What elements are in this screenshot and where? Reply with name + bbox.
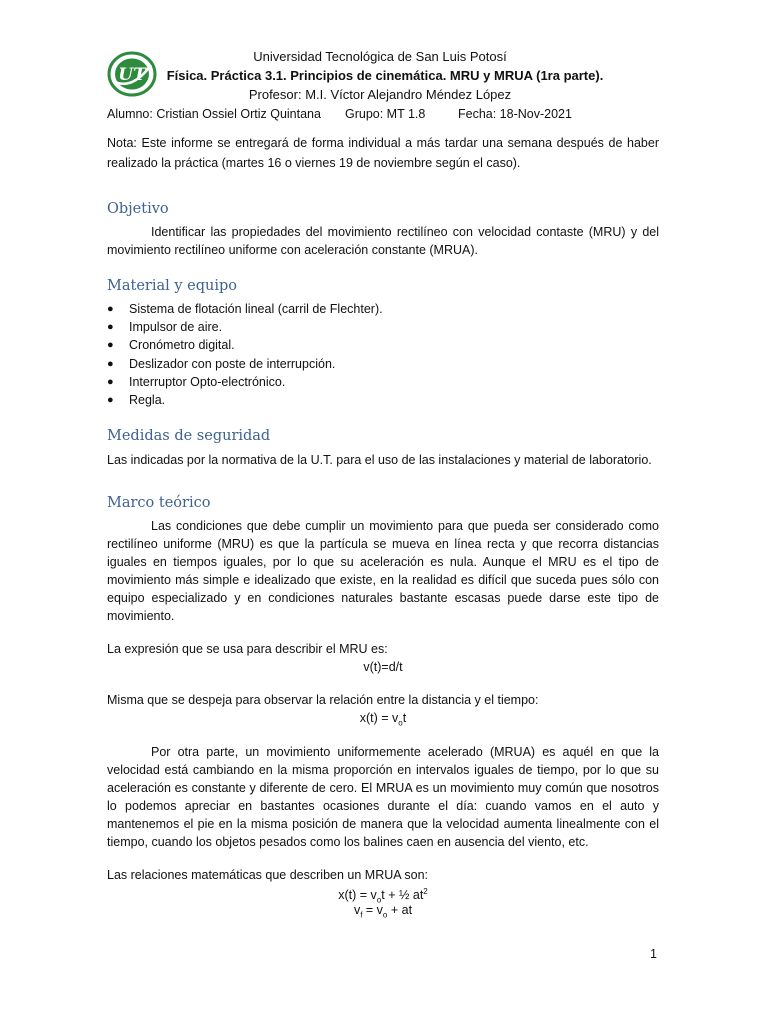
formula-velocity: v(t)=d/t	[363, 660, 403, 674]
list-item: ● Sistema de flotación lineal (carril de Flechter).	[107, 302, 383, 316]
document-title: Física. Práctica 3.1. Principios de cinemática. MRU y MRUA (1ra parte).	[166, 68, 604, 83]
page-number: 1	[650, 947, 657, 961]
bullet-icon: ●	[107, 303, 114, 315]
bullet-icon: ●	[107, 339, 114, 352]
objetivo-text: Identificar las propiedades del movimiento rectilíneo con velocidad contaste (MRU) y del movimiento rectilíneo uniforme con aceleración constante (MRUA).	[107, 225, 659, 257]
formula-final-velocity: $v_f = v_o$ + at	[353, 903, 413, 920]
list-item: ● Regla.	[107, 392, 166, 407]
section-heading-material: Material y equipo	[107, 278, 238, 294]
bullet-icon: ●	[107, 357, 114, 370]
bullet-icon: ●	[107, 393, 114, 406]
svg-text:UT: UT	[118, 65, 146, 85]
list-item: ● Interruptor Opto-electrónico.	[107, 374, 286, 389]
marco-paragraph-1: Las condiciones que debe cumplir un movimiento para que pueda ser considerado como rectilíneo uniforme (MRU) es que la partícula se mueva en línea recta y que recorra distancias iguales en tiempos iguales, por lo que su aceleración es nula. Aunque el MRU es el tipo de movimiento más simple e idealizado que existe, en la realidad es difícil que suceda pues sólo con equipo especializado y en condiciones naturales bastante escasas puede darse este tipo de movimiento.	[107, 519, 659, 623]
mru-expression-intro: La expresión que se usa para describir el MRU es:	[107, 642, 388, 656]
report-date: Fecha: 18-Nov-2021	[458, 107, 572, 121]
student-name: Alumno: Cristian Ossiel Ortiz Quintana	[107, 107, 321, 121]
bullet-icon: ●	[107, 375, 114, 388]
student-group: Grupo: MT 1.8	[345, 107, 426, 121]
marco-paragraph-2: Por otra parte, un movimiento uniformemente acelerado (MRUA) es aquél en que la velocidad está cambiando en la misma proporción en intervalos iguales de tiempo, por lo que su aceleración es constante y diferente de cero. El MRUA es un movimiento muy común que nosotros lo podemos apreciar en bastantes ocasiones durante el día: cuando vamos en el auto y mantenemos el pie en la misma posición de manera que la velocidad aumenta linealmente con el tiempo, cuando los objetos pesados como los balines caen en ausencia del viento, etc.	[107, 745, 659, 849]
delivery-note: Nota: Este informe se entregará de forma individual a más tardar una semana después de haber realizado la práctica (martes 16 o viernes 19 de noviembre según el caso).	[107, 136, 659, 170]
list-item: ● Impulsor de aire.	[107, 320, 223, 335]
list-item: ● Deslizador con poste de interrupción.	[107, 356, 336, 371]
section-heading-seguridad: Medidas de seguridad	[107, 428, 271, 444]
section-heading-marco: Marco teórico	[107, 495, 211, 511]
formula-position-mrua: $x(t) = v_ot$ + ½ $at^2$	[338, 887, 428, 905]
material-list	[107, 300, 383, 409]
bullet-icon: ●	[107, 321, 114, 334]
list-item: ● Cronómetro digital.	[107, 338, 235, 353]
professor-name: Profesor: M.I. Víctor Alejandro Méndez López	[248, 87, 512, 102]
seguridad-text: Las indicadas por la normativa de la U.T. para el uso de las instalaciones y material de laboratorio.	[107, 453, 652, 467]
despeje-intro: Misma que se despeja para observar la relación entre la distancia y el tiempo:	[107, 693, 539, 707]
formula-position-mru: $x(t) = v_ot$	[359, 711, 407, 728]
mrua-relations-intro: Las relaciones matemáticas que describen un MRUA son:	[107, 868, 428, 882]
university-name: Universidad Tecnológica de San Luis Potosí	[253, 49, 507, 64]
section-heading-objetivo: Objetivo	[107, 201, 169, 217]
